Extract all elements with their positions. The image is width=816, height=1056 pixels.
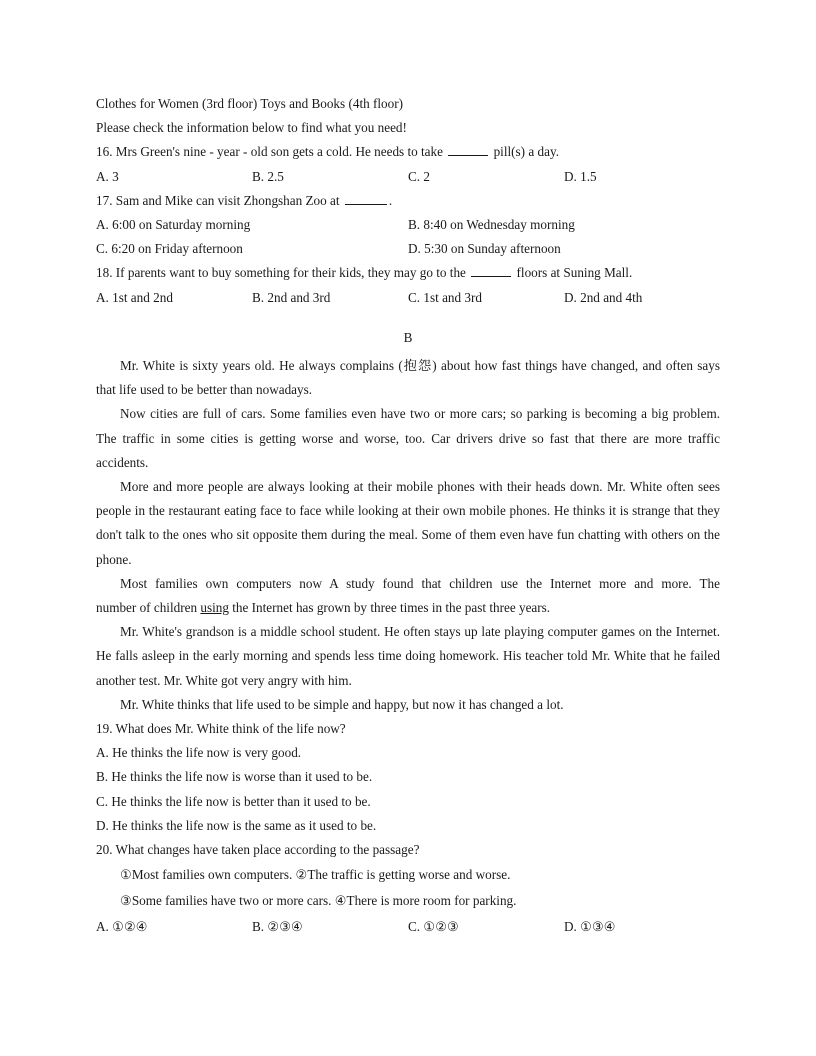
question-17-options-row-2	[96, 237, 720, 261]
question-16-stem-after: pill(s) a day.	[493, 144, 560, 160]
question-16-stem-before: 16. Mrs Green's nine - year - old son gets a cold. He needs to take	[96, 144, 443, 160]
passage-paragraph-5: Mr. White's grandson is a middle school student. He often stays up late playing computer games on the Internet. He falls asleep in the early morning and spends less time doing homework. His teacher told Mr. White that he failed another test. Mr. White got very angry with him.	[96, 624, 720, 688]
question-18-options	[96, 286, 720, 310]
question-20-option-a: A. ①②④	[96, 919, 148, 935]
question-16-blank	[448, 143, 488, 156]
question-17-options-row-1	[96, 213, 720, 237]
question-16-stem	[96, 140, 720, 164]
passage-paragraph-2: Now cities are full of cars. Some families even have two or more cars; so parking is becoming a big problem. The traffic in some cities is getting worse and worse, too. Car drivers drive so fast that there are more traffic accidents.	[96, 406, 720, 470]
question-18-option-c: C. 1st and 3rd	[408, 289, 482, 305]
question-17-stem-after: .	[388, 192, 393, 208]
question-18-option-d: D. 2nd and 4th	[564, 289, 643, 305]
question-16-option-c: C. 2	[408, 168, 430, 184]
question-17-option-c: C. 6:20 on Friday afternoon	[96, 241, 243, 257]
question-17-option-b: B. 8:40 on Wednesday morning	[408, 217, 575, 233]
question-16-option-a: A. 3	[96, 168, 119, 184]
question-20-options	[96, 914, 720, 940]
passage-paragraph-6: Mr. White thinks that life used to be simple and happy, but now it has changed a lot.	[120, 696, 564, 712]
question-20-statement-1: ①Most families own computers. ②The traffic is getting worse and worse.	[120, 867, 511, 883]
question-17-option-d: D. 5:30 on Sunday afternoon	[408, 241, 561, 257]
question-17-stem	[96, 189, 720, 213]
passage-paragraph-3: More and more people are always looking at their mobile phones with their heads down. Mr. White often sees people in the restaurant eating face to face while looking at their own mobile phones. He thinks it is strange that they don't talk to the ones who sit opposite them during the meal. Some of them even have fun chatting with others on the phone.	[96, 479, 720, 567]
document-page	[96, 92, 720, 940]
intro-line-2: Please check the information below to find what you need!	[96, 120, 407, 136]
question-18-stem-after: floors at Suning Mall.	[516, 265, 633, 281]
question-17-stem-before: 17. Sam and Mike can visit Zhongshan Zoo at	[96, 192, 340, 208]
question-20-option-b: B. ②③④	[252, 919, 303, 935]
question-18-blank	[471, 264, 511, 277]
passage-p4b-before: number of children	[96, 600, 198, 616]
question-19-option-a: A. He thinks the life now is very good.	[96, 745, 302, 761]
passage-p4b-after: the Internet has grown by three times in the past three years.	[232, 600, 551, 616]
question-16-options	[96, 165, 720, 189]
passage-paragraph-4: Most families own computers now A study found that children use the Internet more and more. The	[120, 575, 720, 591]
passage-paragraph-1: Mr. White is sixty years old. He always complains (抱怨) about how fast things have changed, and often says that life used to be better than nowadays.	[96, 358, 720, 398]
question-19-option-c: C. He thinks the life now is better than it used to be.	[96, 793, 371, 809]
intro-line-1: Clothes for Women (3rd floor) Toys and Books (4th floor)	[96, 96, 404, 111]
question-20-stem: 20. What changes have taken place according to the passage?	[96, 842, 420, 858]
section-heading-b: B	[403, 329, 413, 345]
passage-underlined-word: using	[200, 600, 229, 616]
question-19-option-d: D. He thinks the life now is the same as it used to be.	[96, 817, 377, 833]
question-16-option-d: D. 1.5	[564, 168, 597, 184]
question-18-stem-before: 18. If parents want to buy something for their kids, they may go to the	[96, 265, 466, 281]
question-18-option-b: B. 2nd and 3rd	[252, 289, 331, 305]
question-20-option-c: C. ①②③	[408, 919, 459, 935]
question-19-stem: 19. What does Mr. White think of the life now?	[96, 721, 346, 737]
question-18-stem	[96, 261, 720, 285]
question-18-option-a: A. 1st and 2nd	[96, 289, 173, 305]
question-17-option-a: A. 6:00 on Saturday morning	[96, 217, 251, 233]
question-16-option-b: B. 2.5	[252, 168, 284, 184]
question-19-option-b: B. He thinks the life now is worse than it used to be.	[96, 769, 373, 785]
question-17-blank	[345, 192, 387, 205]
passage-paragraph-4-continued	[96, 596, 720, 620]
question-20-option-d: D. ①③④	[564, 919, 616, 935]
question-20-statement-2: ③Some families have two or more cars. ④There is more room for parking.	[120, 893, 517, 909]
